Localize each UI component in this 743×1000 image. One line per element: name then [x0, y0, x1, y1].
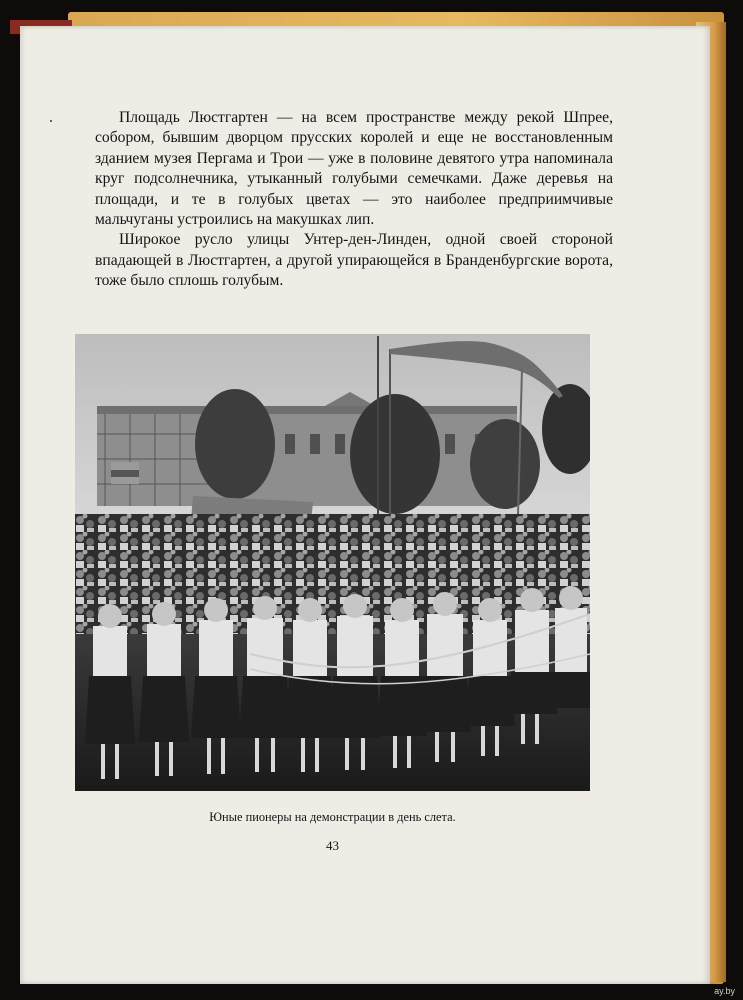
watermark: ay.by	[714, 986, 735, 996]
book-page	[20, 26, 710, 984]
paragraph-1: Площадь Люстгартен — на всем пространстве между рекой Шпрее, собором, бывшим дворцом прусских королей и еще не восстановленным зданием музея Пергама и Трои — уже в половине девятого утра напоминала круг подсолнечника, утыканный голубыми семечками. Даже деревья на площади, и те в голубых цветах — это наиболее предприимчивые мальчуганы устроились на макушках лип.	[95, 109, 613, 229]
photo-caption: Юные пионеры на демонстрации в день слета.	[209, 810, 456, 824]
paragraph-2: Широкое русло улицы Унтер-ден-Линден, одной своей стороной впадающей в Люстгартен, а другой упирающейся в Бранденбургские ворота, тоже было сплошь голубым.	[95, 231, 613, 290]
ink-speck	[50, 120, 52, 122]
body-text	[95, 108, 613, 292]
pioneers-photo	[75, 334, 590, 791]
page-number: 43	[326, 838, 339, 853]
